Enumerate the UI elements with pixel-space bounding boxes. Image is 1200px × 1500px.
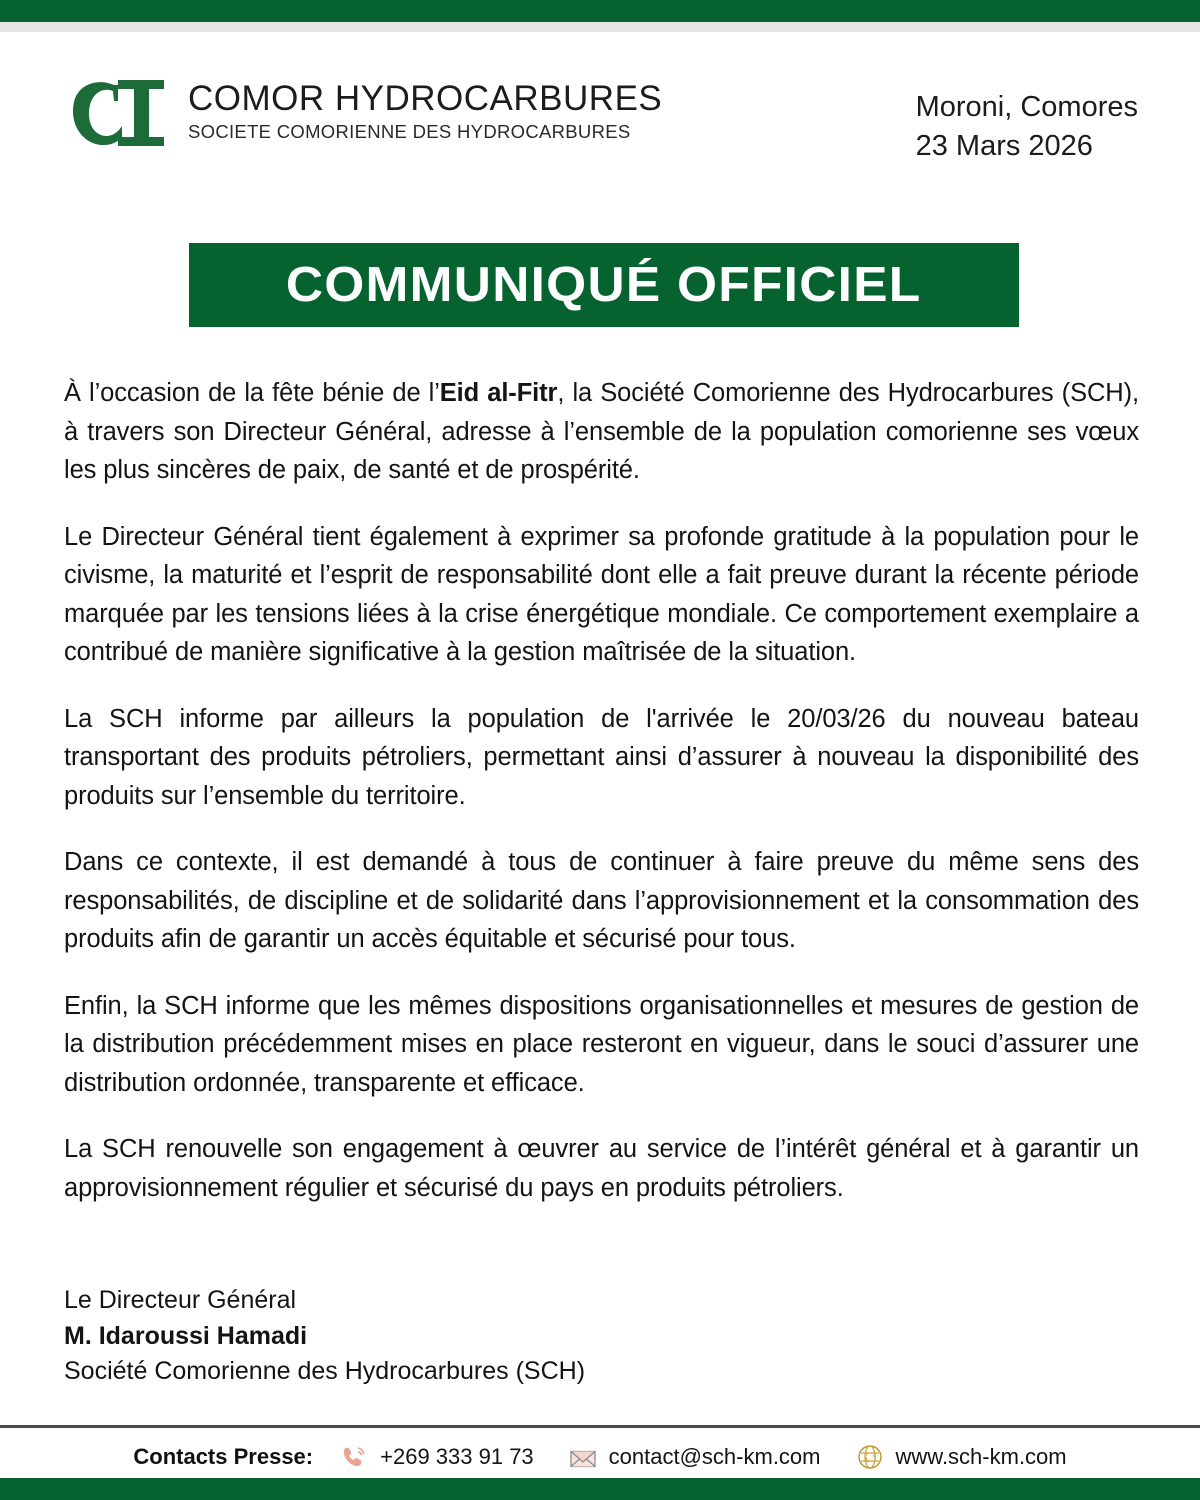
company-name: COMOR HYDROCARBURES xyxy=(188,78,663,118)
contacts-label: Contacts Presse: xyxy=(133,1444,314,1469)
paragraph-text: Enfin, la SCH informe que les mêmes dispositions organisationnelles et mesures de gestion de la distribution précédemment mises en place resteront en vigueur, dans le souci d’assurer une distribution ordonnée, transparente et efficace. xyxy=(64,991,1139,1097)
contact-item[interactable] xyxy=(855,1444,1067,1470)
signature-block xyxy=(64,1283,585,1390)
phone-icon xyxy=(339,1444,369,1470)
contact-value[interactable]: contact@sch-km.com xyxy=(608,1444,821,1469)
globe-icon xyxy=(855,1444,885,1470)
place-text: Moroni, Comores xyxy=(915,91,1138,123)
page-title: COMMUNIQUÉ OFFICIEL xyxy=(286,258,922,312)
contact-value[interactable]: www.sch-km.com xyxy=(895,1444,1067,1469)
signature-organization: Société Comorienne des Hydrocarbures (SCH) xyxy=(64,1357,586,1385)
paragraph-text: Dans ce contexte, il est demandé à tous de continuer à faire preuve du même sens des responsabilités, de discipline et de solidarité dans l’approvisionnement et la consommation des produits afin de garantir un accès équitable et sécurisé pour tous. xyxy=(64,848,1139,953)
brand-text-block xyxy=(188,78,663,146)
paragraph-text: Le Directeur Général tient également à exprimer sa profonde gratitude à la population pour le civisme, la maturité et l’esprit de responsabilité dont elle a fait preuve durant la récente période marquée par les tensions liées à la crise énergétique mondiale. Ce comportement exemplaire a contribué de manière significative à la gestion maîtrisée de la situation. xyxy=(64,522,1139,666)
signature-role: Le Directeur Général xyxy=(64,1286,297,1314)
footer-divider xyxy=(0,1425,1200,1428)
top-gray-strip xyxy=(0,22,1200,32)
paragraph-text: , la Société Comorienne des Hydrocarbures (SCH), à travers son Directeur Général, adresse à l’ensemble de la population comorienne ses vœux les plus sincères de paix, de santé et de prospérité. xyxy=(64,379,1139,484)
emphasis-text: Eid al-Fitr xyxy=(439,379,558,407)
contact-item[interactable] xyxy=(568,1444,821,1470)
document-body xyxy=(64,374,1139,1207)
paragraph-text: La SCH informe par ailleurs la population de l'arrivée le 20/03/26 du nouveau bateau transportant des produits pétroliers, permettant ainsi d’assurer à nouveau la disponibilité des produits sur l’ensemble du territoire. xyxy=(64,704,1139,810)
comor-ci-logo-icon xyxy=(68,68,172,158)
body-paragraph xyxy=(64,1130,1139,1207)
company-subtitle: SOCIETE COMORIENNE DES HYDROCARBURES xyxy=(188,121,631,143)
top-green-bar xyxy=(0,0,1200,22)
title-banner xyxy=(189,243,1019,327)
bottom-green-bar xyxy=(0,1478,1200,1500)
signature-name: M. Idaroussi Hamadi xyxy=(64,1321,308,1350)
body-paragraph xyxy=(64,987,1139,1103)
body-paragraph xyxy=(64,374,1139,490)
paragraph-text: La SCH renouvelle son engagement à œuvrer au service de l’intérêt général et à garantir un approvisionnement régulier et sécurisé du pays en produits pétroliers. xyxy=(64,1135,1139,1202)
brand-block xyxy=(68,68,662,158)
place-date-block xyxy=(916,88,1138,165)
footer-contacts xyxy=(0,1437,1200,1477)
document-header xyxy=(0,62,1200,172)
envelope-icon xyxy=(568,1444,598,1470)
body-paragraph xyxy=(64,518,1139,672)
body-paragraph xyxy=(64,843,1139,959)
contact-item[interactable] xyxy=(339,1444,534,1470)
contact-value[interactable]: +269 333 91 73 xyxy=(380,1444,534,1469)
body-paragraph xyxy=(64,700,1139,816)
date-text: 23 Mars 2026 xyxy=(915,129,1093,162)
contacts-row xyxy=(339,1444,1067,1470)
paragraph-text: À l’occasion de la fête bénie de l’ xyxy=(64,379,440,407)
